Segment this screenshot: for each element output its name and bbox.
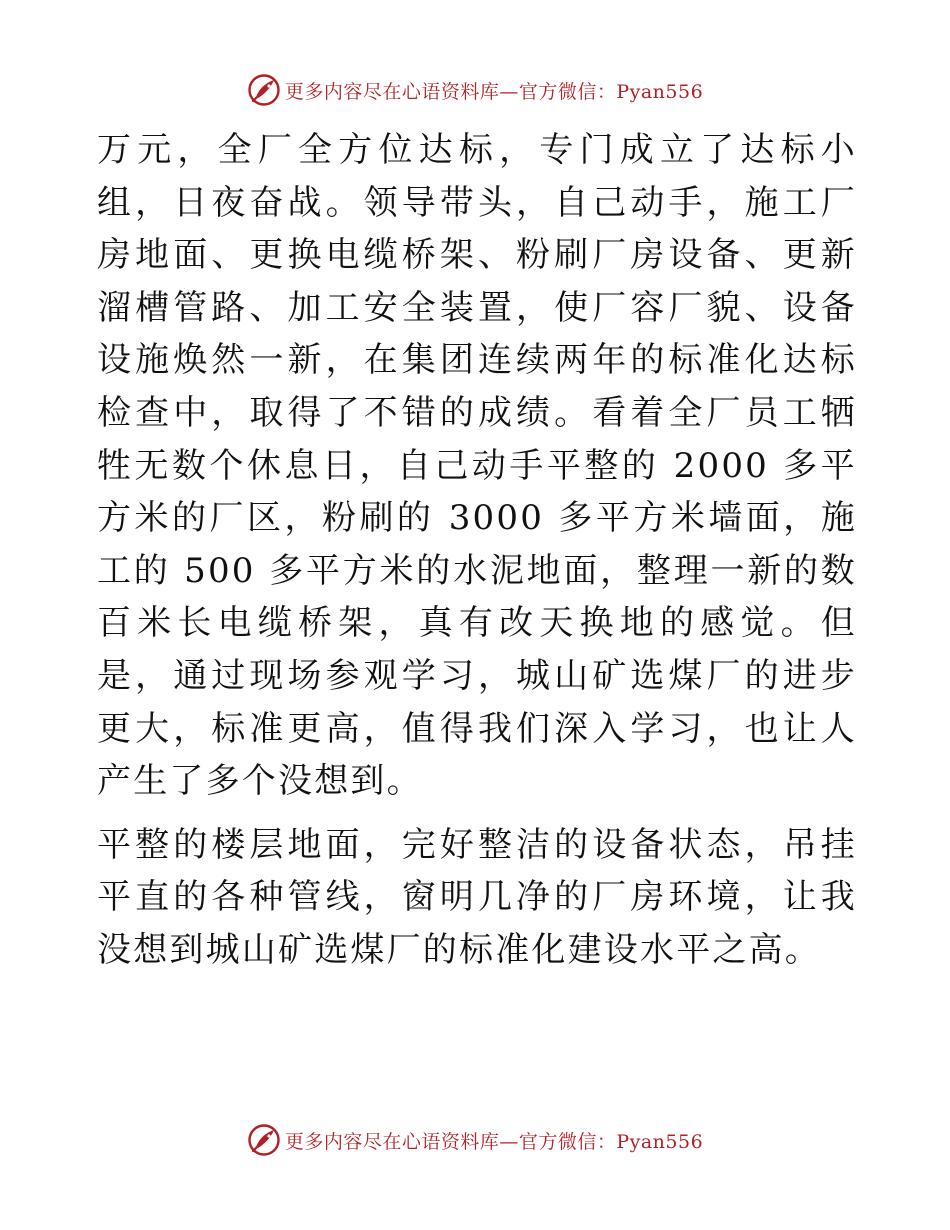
footer-banner: [0, 1120, 950, 1160]
header-banner-text: 更多内容尽在心语资料库—官方微信：Pyan556: [284, 80, 704, 103]
paragraph-1: 万元，全厂全方位达标，专门成立了达标小组，日夜奋战。领导带头，自己动手，施工厂房地面、更换电缆桥架、粉刷厂房设备、更新溜槽管路、加工安全装置，使厂容厂貌、设备设施焕然一新，在集团连续两年的标准化达标检查中，取得了不错的成绩。看着全厂员工牺牲无数个休息日，自己动手平整的 2000 多平方米的厂区，粉刷的 3000 多平方米墙面，施工的 500 多平方米的水泥地面，整理一新的数百米长电缆桥架，真有改天换地的感觉。但是，通过现场参观学习，城山矿选煤厂的进步更大，标准更高，值得我们深入学习，也让人产生了多个没想到。: [97, 130, 857, 802]
footer-banner-text: 更多内容尽在心语资料库—官方微信：Pyan556: [284, 1130, 704, 1153]
document-body: [97, 124, 857, 977]
paragraph-2: 平整的楼层地面，完好整洁的设备状态，吊挂平直的各种管线，窗明几净的厂房环境，让我没想到城山矿选煤厂的标准化建设水平之高。: [97, 824, 857, 970]
quill-logo-icon: [247, 73, 281, 107]
quill-logo-icon: [247, 1123, 281, 1157]
header-banner: [0, 70, 950, 110]
